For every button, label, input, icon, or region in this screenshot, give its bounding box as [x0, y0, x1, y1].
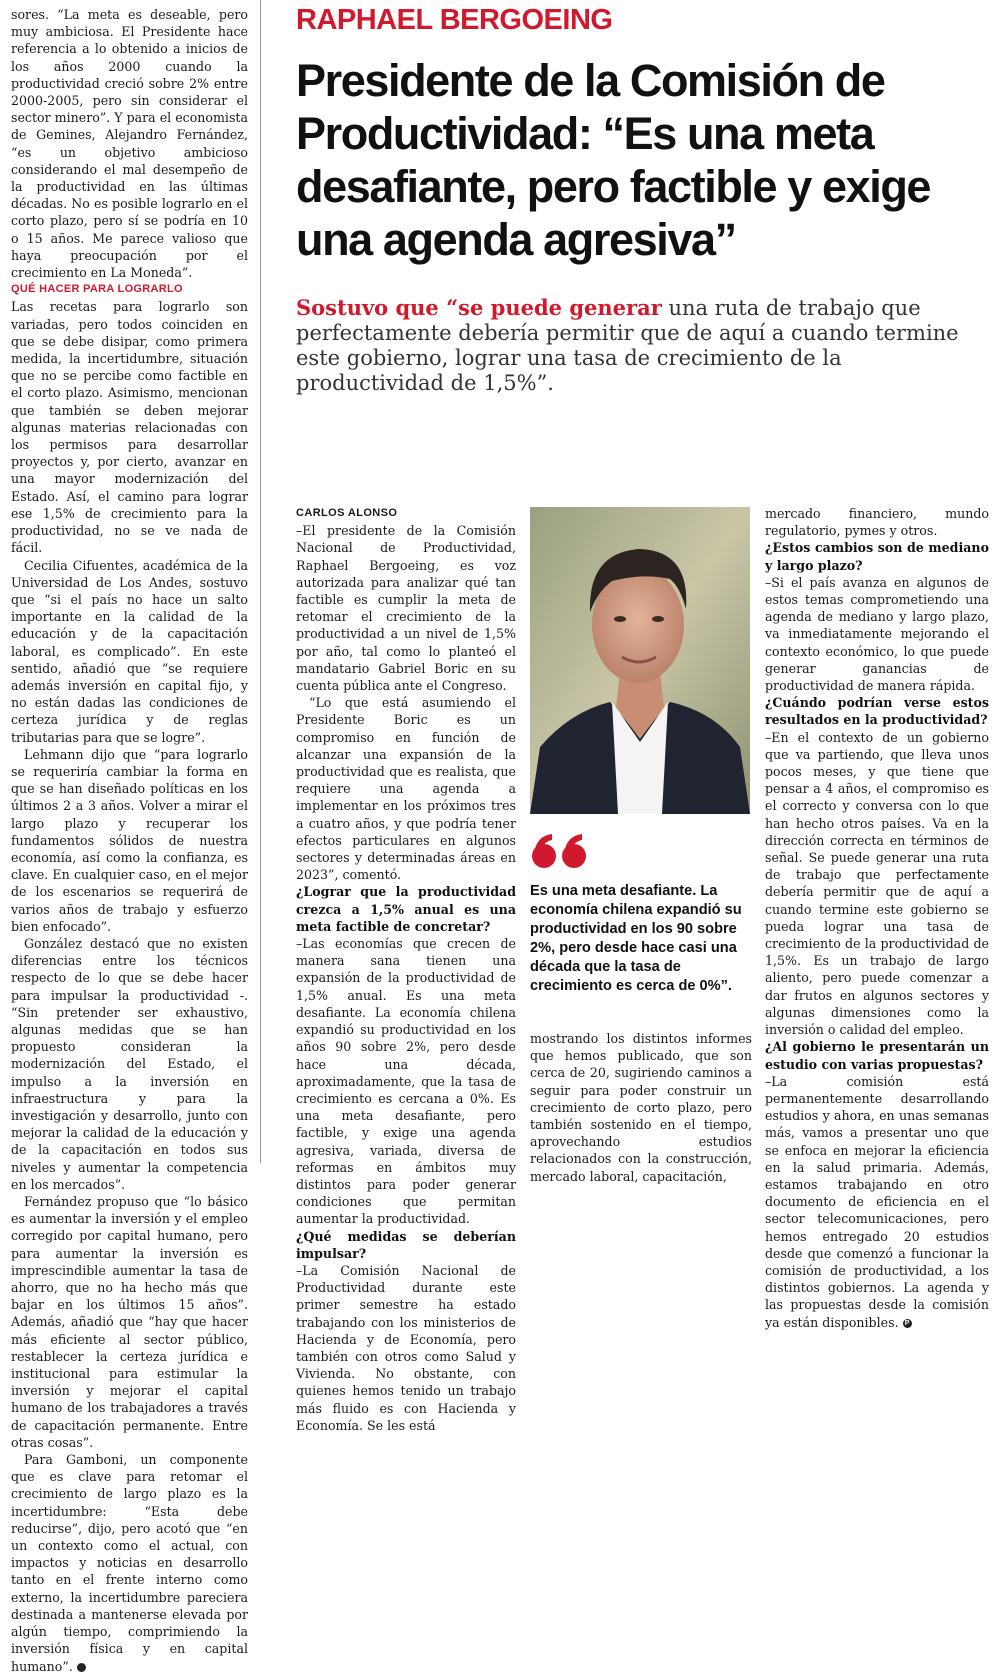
interview-question: ¿Estos cambios son de mediano y largo plazo?	[765, 540, 989, 573]
lead-text: una ruta de trabajo que perfectamente debería permitir que de aquí a cuando termine este gobierno, lograr una tasa de crecimiento de la productividad de 1,5%”.	[296, 296, 959, 395]
right-column	[765, 505, 989, 1331]
interview-answer: –La Comisión Nacional de Productividad durante este primer semestre ha estado trabajando con los ministerios de Hacienda y de Economía, pero también con otros como Salud y Vivienda. No obstante, con quienes hemos tenido un trabajo más fluido es con Hacienda y Economía. Se les está	[296, 1262, 516, 1433]
interview-answer: –Las economías que crecen de manera sana tienen una expansión de la productividad de 1,5% anual. Es una meta desafiante. La economía chilena expandió su productividad en los años 90 sobre 2%, pero desde hace una década, aproximadamente, que la tasa de crecimiento es cercana a 0%. Es una meta desafiante, pero factible, y exige una agenda agresiva, variada, diversa de reformas en ámbitos muy distintos para poder generar condiciones que permitan aumentar la productividad.	[296, 936, 516, 1227]
interview-answer: –En el contexto de un gobierno que va partiendo, que lleva unos pocos meses, y que tiene que pensar a 4 años, el compromiso es el correcto y conversa con lo que han hecho otros países. Va en la dirección correcta en términos de señal. Se puede generar una ruta de trabajo que perfectamente debería permitir que de aquí a cuando termine este gobierno se pueda lograr una tasa de crecimiento de la productividad de 1,5%. Es un trabajo de largo aliento, pero puede comenzar a dar frutos en algunos sectores y algunas dimensiones como la inversión o calidad del empleo.	[765, 729, 989, 1038]
interview-question: ¿Cuándo podrían verse estos resultados en la productividad?	[765, 695, 989, 728]
left-paragraph-6: Fernández propuso que “lo básico es aumentar la inversión y el empleo corregido por capital humano, pero para aumentar la inversión es imprescindible aumentar la tasa de ahorro, que no ha hecho más que bajar en los últimos 15 años”. Además, añadió que “hay que hacer más eficiente al sector público, restablecer la certeza jurídica e institucional para estimular la inversión y mejorar el capital humano de los trabajadores a través de capacitación permanente. Entre otras cosas”.	[11, 1194, 248, 1450]
pull-quote	[530, 832, 752, 996]
mid-paragraph-1: –El presidente de la Comisión Nacional de Productividad, Raphael Bergoeing, es voz autorizada para analizar qué tan factible es cumplir la meta de retomar el crecimiento de la productividad a un nivel de 1,5% por año, tal como lo planteó el mandatario Gabriel Boric en su cuenta pública ante el Congreso.	[296, 523, 516, 694]
left-paragraph-2: Las recetas para lograrlo son variadas, pero todos coinciden en que se debe disipar, como primera medida, la incertidumbre, situación que no se percibe como factible en el corto plazo. Asimismo, mencionan que también se deben mejorar algunas materias relacionadas con los permisos para desarrollar proyectos y, por cierto, avanzar en una mayor modernización del Estado. Así, el camino para lograr ese 1,5% de crecimiento para la productividad, no se ve nada de fácil.	[11, 299, 248, 556]
lead-highlight: Sostuvo que “se puede generar	[296, 295, 662, 320]
left-paragraph-7: Para Gamboni, un componente que es clave para retomar el crecimiento de largo plazo es la incertidumbre: “Esta debe reducirse”, dijo, pero acotó que “en un contexto como el actual, con impactos y noticias en desarrollo tanto en el frente interno como externo, la incertidumbre pareciera destinada a mantenerse elevada por algún tiempo, comprimiendo la inversión física y en capital humano”. P	[11, 1452, 248, 1674]
article-kicker: RAPHAEL BERGOEING	[296, 4, 613, 36]
interview-question: ¿Qué medidas se deberían impulsar?	[296, 1228, 516, 1261]
interview-answer: –La comisión está permanentemente desarrollando estudios y ahora, en unas semanas más, vamos a presentar uno que se enfoca en mejorar la eficiencia en la salud primaria. Además, estamos trabajando en otro documento de eficiencia en el sector telecomunicaciones, pero hemos entregado 20 estudios desde que comenzó a funcionar la comisión de productividad, a los distintos gobiernos. La agenda y las propuestas desde la comisión ya están disponibles. P	[765, 1073, 989, 1330]
portrait-illustration	[530, 507, 750, 814]
right-paragraph-0: mercado financiero, mundo regulatorio, pymes y otros.	[765, 506, 989, 539]
end-mark-icon: P	[77, 1663, 86, 1672]
left-column	[11, 6, 248, 1675]
photo-column-text	[530, 1030, 752, 1185]
left-paragraph-4: Lehmann dijo que “para lograrlo se requeriría cambiar la forma en que se han diseñado políticas en los últimos 2 a 3 años. Volver a mirar el largo plazo y recuperar los fundamentos sólidos de nuestra economía, así como la confianza, es clave. En cualquier caso, en el mejor de los escenarios se requerirá de varios años de trabajo y esfuerzo bien enfocado”.	[11, 746, 248, 934]
column-divider	[260, 0, 261, 1163]
pull-quote-text: Es una meta desafiante. La economía chilena expandió su productividad en los 90 sobre 2%, pero desde hace casi una década que la tasa de crecimiento es cerca de 0%”.	[530, 883, 742, 994]
left-paragraph-5: González destacó que no existen diferencias entre los técnicos respecto de lo que se debe hacer para impulsar la productividad -. “Sin pretender ser exhaustivo, algunas medidas que se han propuesto consideran la modernización del Estado, el impulso a la inversión en infraestructura y para la investigación y desarrollo, junto con mejorar la calidad de la educación y de la capacitación en todos sus niveles y aumentar la competencia en los mercados”.	[11, 935, 248, 1192]
interview-question: ¿Al gobierno le presentarán un estudio con varias propuestas?	[765, 1039, 989, 1072]
quote-marks-icon	[530, 832, 752, 874]
mid-paragraph-2: “Lo que está asumiendo el Presidente Boric es un compromiso en función de alcanzar una expansión de la productividad que es realista, que requiere una agenda a implementar en los próximos tres a cuatro años, y que podría tener efectos particulares en algunos sectores y determinadas áreas en 2023”, comentó.	[296, 695, 516, 883]
section-subhead: QUÉ HACER PARA LOGRARLO	[11, 283, 183, 296]
interview-question: ¿Lograr que la productividad crezca a 1,5% anual es una meta factible de concretar?	[296, 884, 516, 934]
byline: CARLOS ALONSO	[296, 507, 398, 519]
left-paragraph-3: Cecilia Cifuentes, académica de la Universidad de Los Andes, sostuvo que “si el país no hace un salto importante en la calidad de la educación y de la capacitación laboral, es complicado”. En este sentido, añadió que “se requiere además inversión en capital fijo, y no están dadas las condiciones de certeza jurídica y de reglas tributarias para que se logre”.	[11, 557, 248, 745]
article-lead	[296, 295, 976, 396]
left-paragraph-1: sores. “La meta es deseable, pero muy ambiciosa. El Presidente hace referencia a lo obtenido a inicios de los años 2000 cuando la productividad creció sobre 2% entre 2000-2005, pero sin considerar el sector minero”. Y para el economista de Gemines, Alejandro Fernández, “es un objetivo ambicioso considerando el mal desempeño de la productividad en las últimas décadas. No es posible lograrlo en el corto plazo, pero sí se podría en 10 o 15 años. Me parece valioso que haya preocupación por el crecimiento en La Moneda”.	[11, 7, 248, 281]
interview-answer: –Si el país avanza en algunos de estos temas comprometiendo una agenda de mediano y largo plazo, va inmediatamente mejorando el contexto económico, lo que puede generar ganancias de productividad de manera rápida.	[765, 574, 989, 694]
portrait-photo	[530, 507, 750, 814]
middle-column	[296, 505, 516, 1434]
article-headline: Presidente de la Comisión de Productividad: “Es una meta desafiante, pero factible y exige una agenda agresiva”	[296, 55, 931, 265]
end-mark-icon: P	[903, 1319, 912, 1328]
photo-col-paragraph: mostrando los distintos informes que hemos publicado, que son cerca de 20, sugiriendo caminos a seguir para poder construir un crecimiento de corto plazo, pero también sostenido en el tiempo, aprovechando estudios relacionados con la construcción, mercado laboral, capacitación,	[530, 1031, 752, 1184]
